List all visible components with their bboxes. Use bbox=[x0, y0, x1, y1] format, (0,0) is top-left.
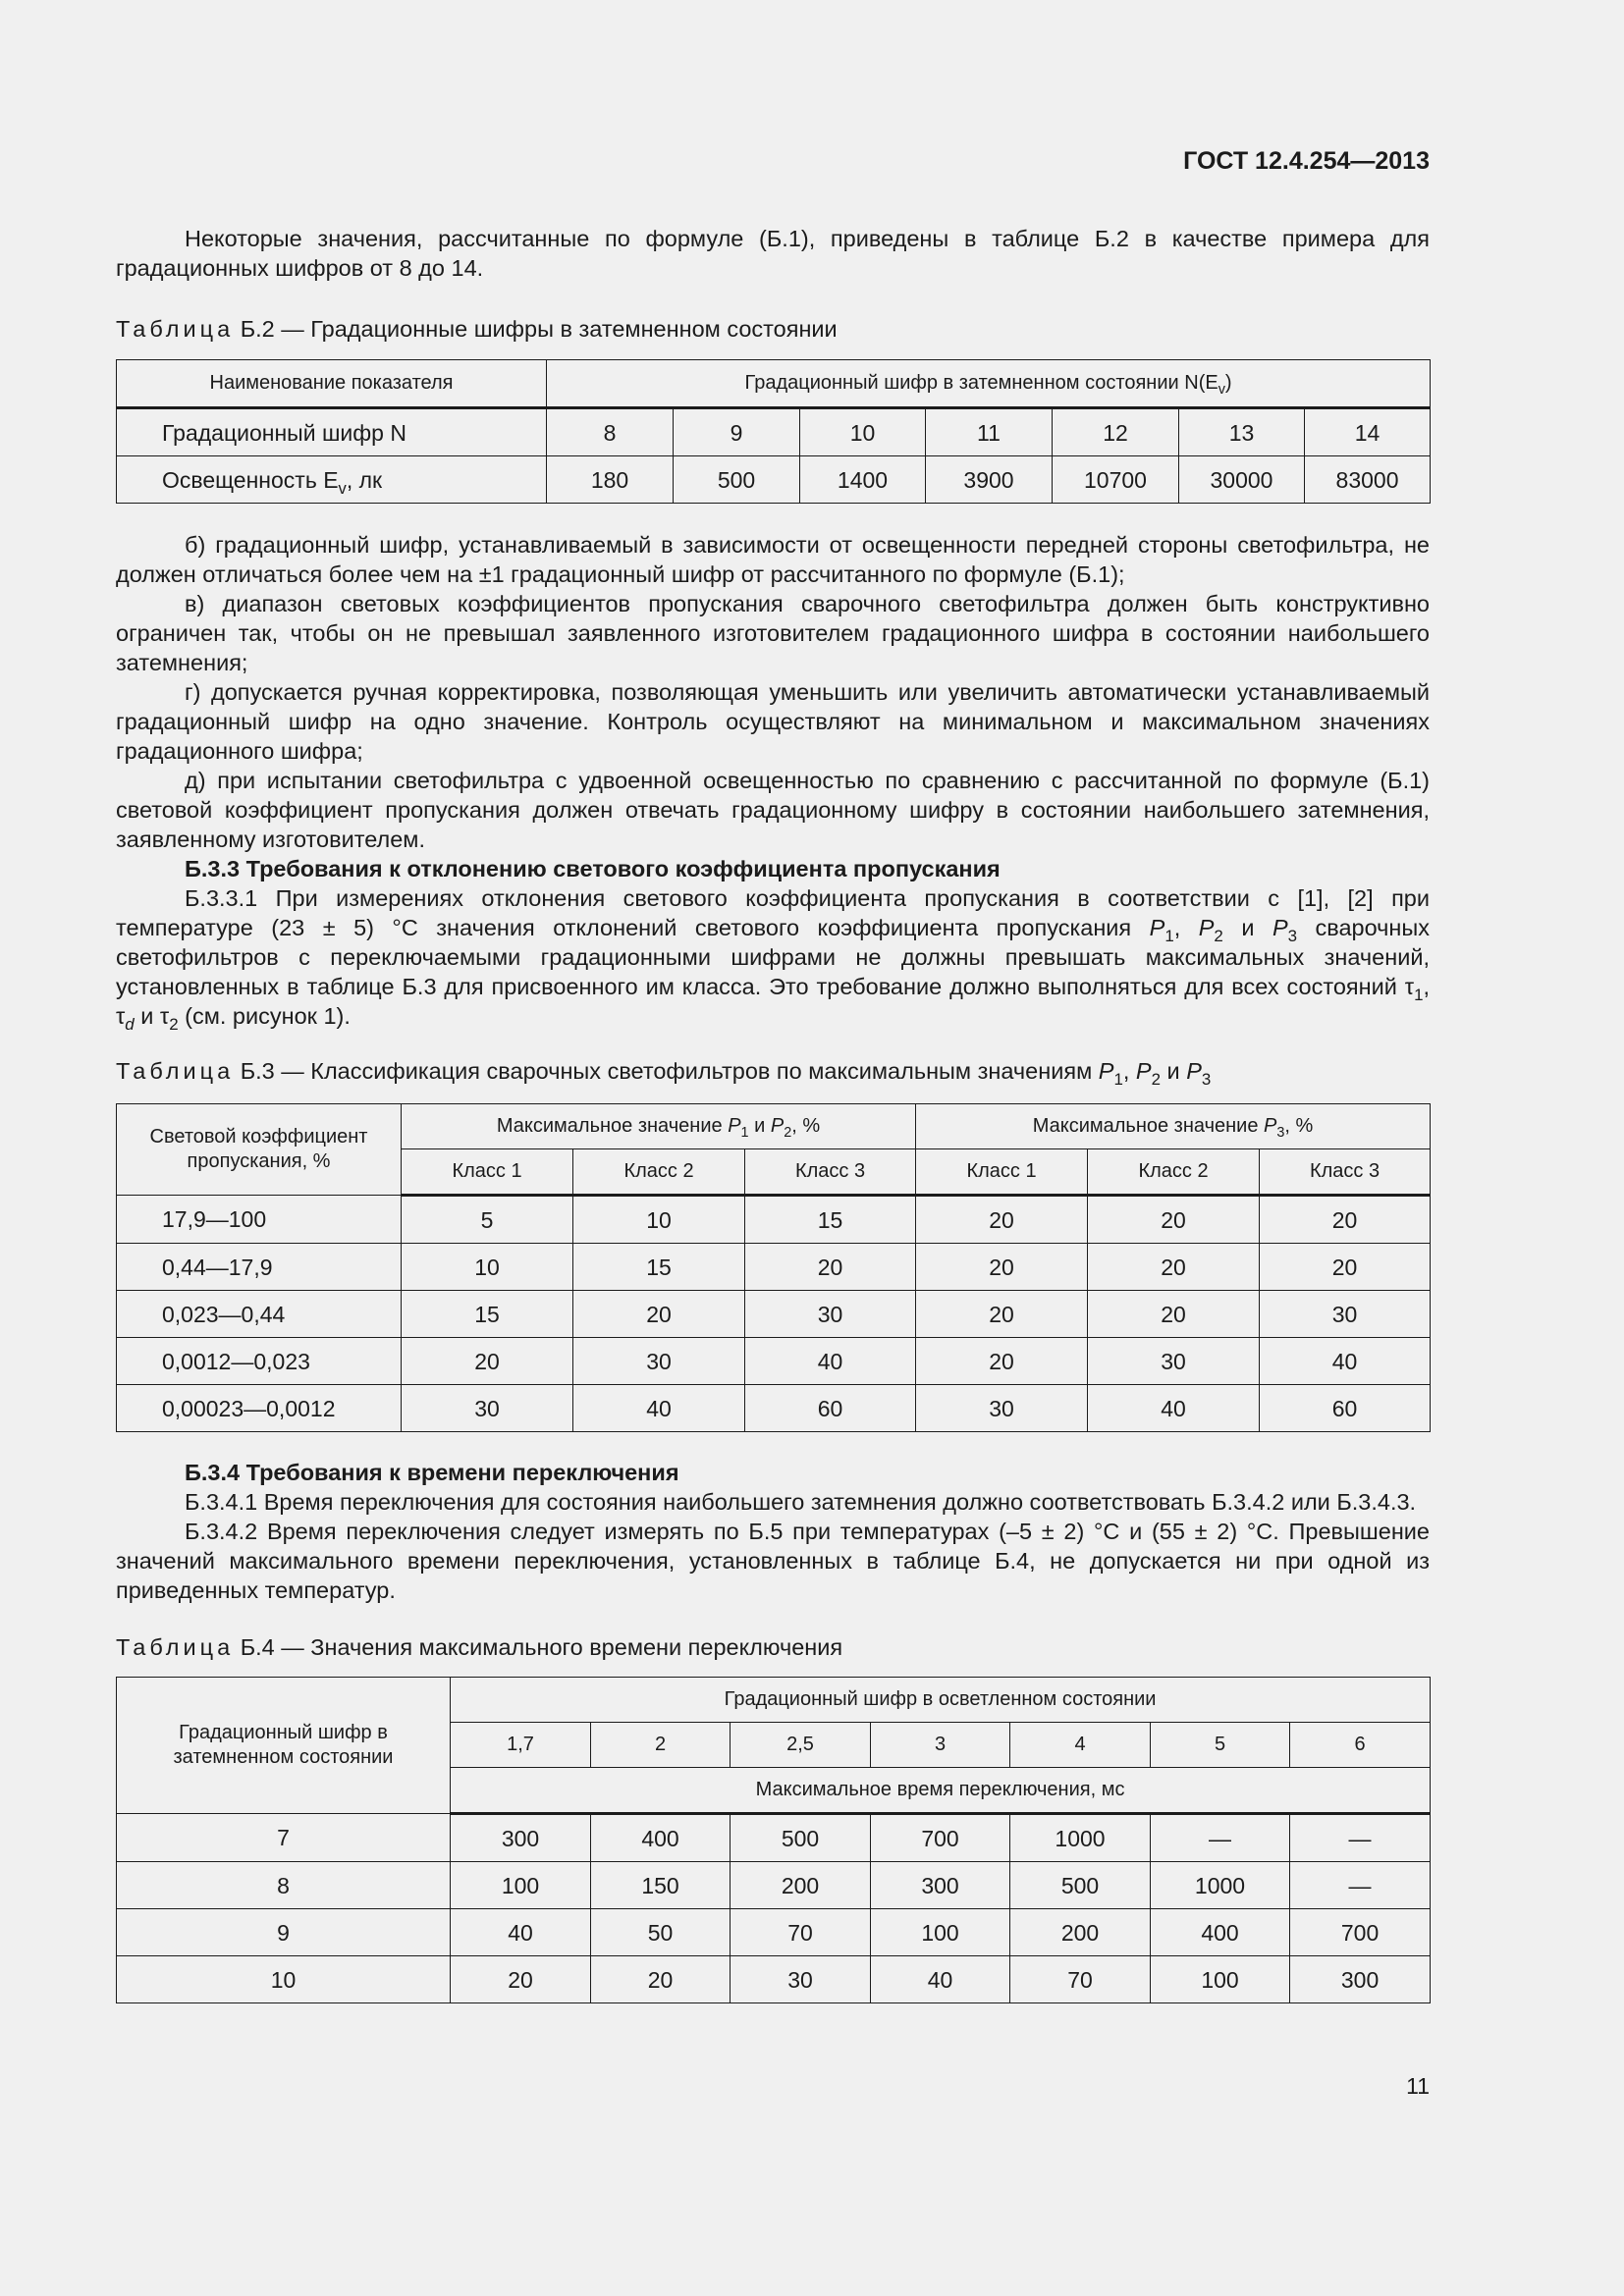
class-header: Класс 1 bbox=[916, 1149, 1088, 1196]
table-label: Таблица bbox=[116, 1634, 235, 1660]
subscript: 2 bbox=[1151, 1069, 1162, 1089]
shade-column-header: 2 bbox=[591, 1723, 731, 1768]
header-text: Максимальное значение bbox=[1032, 1115, 1265, 1137]
section-heading-b34: Б.3.4 Требования к времени переключения bbox=[185, 1460, 679, 1485]
shade-column-header: 6 bbox=[1290, 1723, 1431, 1768]
var-p: P bbox=[1098, 1058, 1114, 1084]
table-row bbox=[117, 1338, 1431, 1385]
table-cell: 15 bbox=[402, 1291, 573, 1338]
table-cell: 1000 bbox=[1151, 1862, 1290, 1909]
label-text: , лк bbox=[346, 466, 383, 493]
table-row bbox=[117, 1909, 1431, 1956]
table-cell: 11 bbox=[926, 408, 1053, 456]
subscript: d bbox=[125, 1014, 135, 1034]
paragraph-v: в) диапазон световых коэффициентов пропускания сварочного светофильтра должен быть конструктивно ограничен так, чтобы он не превышал заявленного изготовителем градационного шифра в состоянии наибольшего затемнения; bbox=[116, 591, 1430, 675]
subscript: 1 bbox=[740, 1125, 749, 1142]
var-p: P bbox=[770, 1115, 785, 1137]
table-cell: 30 bbox=[731, 1956, 871, 2003]
table-cell: 150 bbox=[591, 1862, 731, 1909]
table-cell: 40 bbox=[573, 1385, 745, 1432]
var-tau: τ bbox=[1404, 974, 1415, 999]
class-header: Класс 3 bbox=[745, 1149, 916, 1196]
table-row bbox=[117, 1956, 1431, 2003]
row-label: 0,023—0,44 bbox=[117, 1291, 402, 1338]
row-label: 17,9—100 bbox=[117, 1196, 402, 1244]
subscript: 3 bbox=[1276, 1125, 1285, 1142]
table-cell: 10 bbox=[573, 1196, 745, 1244]
column-header: Наименование показателя bbox=[117, 360, 547, 408]
table-cell: 500 bbox=[1010, 1862, 1151, 1909]
subscript: 2 bbox=[784, 1125, 792, 1142]
table-cell: 1400 bbox=[800, 456, 926, 504]
table-cell: 400 bbox=[1151, 1909, 1290, 1956]
table-cell: — bbox=[1151, 1814, 1290, 1862]
table-cell: 300 bbox=[871, 1862, 1010, 1909]
header-text: Максимальное значение bbox=[496, 1115, 729, 1137]
table-cell: 14 bbox=[1305, 408, 1431, 456]
table-cell: 20 bbox=[916, 1244, 1088, 1291]
column-header: Градационный шифр в затемненном состоянии bbox=[117, 1678, 451, 1814]
table-row bbox=[117, 1244, 1431, 1291]
table-cell: 100 bbox=[451, 1862, 591, 1909]
table-cell: 83000 bbox=[1305, 456, 1431, 504]
table-cell: 20 bbox=[916, 1196, 1088, 1244]
shade-column-header: 3 bbox=[871, 1723, 1010, 1768]
row-label: 0,0012—0,023 bbox=[117, 1338, 402, 1385]
group-header bbox=[916, 1104, 1431, 1149]
table-cell: 20 bbox=[1260, 1244, 1431, 1291]
group-header bbox=[402, 1104, 916, 1149]
table-b3 bbox=[116, 1103, 1431, 1432]
table-cell: 500 bbox=[674, 456, 800, 504]
table-row bbox=[117, 1862, 1431, 1909]
header-text: , % bbox=[1284, 1115, 1314, 1137]
table-cell: 30 bbox=[1260, 1291, 1431, 1338]
table-cell: 20 bbox=[591, 1956, 731, 2003]
table-cell: 40 bbox=[745, 1338, 916, 1385]
subscript: 2 bbox=[169, 1014, 179, 1034]
var-tau: τ bbox=[159, 1003, 170, 1029]
table-cell: 30 bbox=[916, 1385, 1088, 1432]
table-cell: 30 bbox=[573, 1338, 745, 1385]
subscript: 3 bbox=[1201, 1069, 1212, 1089]
text-run: (см. рисунок 1). bbox=[185, 1003, 351, 1029]
header-text: Градационный шифр в затемненном состоянии N(E bbox=[744, 372, 1218, 394]
conjunction: и bbox=[754, 1115, 766, 1137]
section-heading-b33: Б.3.3 Требования к отклонению светового коэффициента пропускания bbox=[185, 856, 1001, 881]
table-cell: 200 bbox=[1010, 1909, 1151, 1956]
table-cell: 700 bbox=[871, 1814, 1010, 1862]
table-row bbox=[117, 1385, 1431, 1432]
text-run: сварочных светофильтров с переключаемыми градационными шифрами не должны превышать максимальных значений, установленных в таблице Б.3 для присвоенного им класса. Это требование должно выполняться для всех состояний bbox=[116, 915, 1431, 999]
row-label: 9 bbox=[117, 1909, 451, 1956]
table-cell: 40 bbox=[1260, 1338, 1431, 1385]
row-label: 8 bbox=[117, 1862, 451, 1909]
conjunction: и bbox=[140, 1003, 154, 1029]
table-b2 bbox=[116, 359, 1431, 504]
class-header: Класс 1 bbox=[402, 1149, 573, 1196]
table-title: Б.4 — Значения максимального времени переключения bbox=[240, 1634, 843, 1660]
table-cell: 70 bbox=[731, 1909, 871, 1956]
subscript: v bbox=[338, 478, 347, 498]
text-run: Б.3.3.1 При измерениях отклонения светового коэффициента пропускания в соответствии с [1], [2] при температуре (23 ± 5) °С значения отклонений светового коэффициента пропускания bbox=[116, 885, 1430, 940]
table-cell: 20 bbox=[916, 1338, 1088, 1385]
table-cell: — bbox=[1290, 1862, 1431, 1909]
table-b3-caption: Таблица Б.3 — Классификация сварочных светофильтров по максимальным значениям $P_1$, $P_2$ и $P_3$ bbox=[116, 1058, 1212, 1089]
table-cell: 20 bbox=[916, 1291, 1088, 1338]
table-title: Б.2 — Градационные шифры в затемненном состоянии bbox=[240, 316, 838, 342]
paragraph-b341: Б.3.4.1 Время переключения для состояния наибольшего затемнения должно соответствовать Б.3.4.2 или Б.3.4.3. bbox=[185, 1489, 1417, 1515]
table-row bbox=[117, 1814, 1431, 1862]
table-cell: 30000 bbox=[1179, 456, 1305, 504]
table-cell: 40 bbox=[1088, 1385, 1260, 1432]
table-cell: 13 bbox=[1179, 408, 1305, 456]
paragraph-d: д) при испытании светофильтра с удвоенной освещенностью по сравнению с рассчитанной по формуле (Б.1) световой коэффициент пропускания должен отвечать градационному шифру в состоянии наибольшего затемнения, заявленному изготовителем. bbox=[116, 768, 1430, 852]
table-cell: 1000 bbox=[1010, 1814, 1151, 1862]
table-cell: 40 bbox=[451, 1909, 591, 1956]
label-text: Освещенность E bbox=[162, 466, 339, 493]
table-cell: 200 bbox=[731, 1862, 871, 1909]
table-b4-caption bbox=[116, 1632, 1430, 1662]
paragraph-b331: Б.3.3.1 При измерениях отклонения светового коэффициента пропускания в соответствии с [1], [2] при температуре (23 ± 5) °С значения отклонений светового коэффициента пропускания $P_1$, $P_2$ и $P_3$ сварочных светофильтров с переключаемыми градационными шифрами не должны превышать максимальных значений, установленных в таблице Б.3 для присвоенного им класса. Это требование должно выполняться для всех состояний $\tau_1$, $\tau_d$ и $\tau_2$ (см. рисунок 1). bbox=[116, 885, 1431, 1034]
page-content bbox=[116, 224, 1430, 2003]
table-title: Б.3 — Классификация сварочных светофильтров по максимальным значениям bbox=[240, 1058, 1099, 1084]
table-cell: 5 bbox=[402, 1196, 573, 1244]
header-text: , % bbox=[791, 1115, 821, 1137]
class-header: Класс 2 bbox=[1088, 1149, 1260, 1196]
subscript: 2 bbox=[1214, 926, 1223, 945]
row-label: 0,44—17,9 bbox=[117, 1244, 402, 1291]
var-p: P bbox=[1198, 915, 1215, 940]
var-p: P bbox=[1264, 1115, 1277, 1137]
row-label: 7 bbox=[117, 1814, 451, 1862]
table-cell: 9 bbox=[674, 408, 800, 456]
table-cell: 20 bbox=[1088, 1244, 1260, 1291]
table-cell: 700 bbox=[1290, 1909, 1431, 1956]
table-cell: 20 bbox=[451, 1956, 591, 2003]
class-header: Класс 3 bbox=[1260, 1149, 1431, 1196]
shade-column-header: 2,5 bbox=[731, 1723, 871, 1768]
table-cell: 180 bbox=[547, 456, 674, 504]
class-header: Класс 2 bbox=[573, 1149, 745, 1196]
table-row bbox=[117, 1291, 1431, 1338]
table-cell: 500 bbox=[731, 1814, 871, 1862]
paragraph-b: б) градационный шифр, устанавливаемый в зависимости от освещенности передней стороны светофильтра, не должен отличаться более чем на ±1 градационный шифр от рассчитанного по формуле (Б.1); bbox=[116, 532, 1430, 587]
table-cell: 300 bbox=[451, 1814, 591, 1862]
units-header: Максимальное время переключения, мс bbox=[451, 1768, 1431, 1814]
table-b2-caption bbox=[116, 314, 1430, 344]
row-label: 0,00023—0,0012 bbox=[117, 1385, 402, 1432]
table-cell: 15 bbox=[745, 1196, 916, 1244]
table-row bbox=[117, 1196, 1431, 1244]
header-text: ) bbox=[1224, 372, 1232, 394]
shade-column-header: 4 bbox=[1010, 1723, 1151, 1768]
table-cell: 20 bbox=[1260, 1196, 1431, 1244]
table-cell: 12 bbox=[1053, 408, 1179, 456]
var-p: P bbox=[1186, 1058, 1202, 1084]
shade-column-header: 1,7 bbox=[451, 1723, 591, 1768]
table-cell: 20 bbox=[402, 1338, 573, 1385]
subscript: v bbox=[1218, 382, 1225, 399]
table-cell: 15 bbox=[573, 1244, 745, 1291]
table-label: Таблица bbox=[116, 1058, 235, 1084]
column-header: Световой коэффициент пропускания, % bbox=[117, 1104, 402, 1196]
table-cell: 50 bbox=[591, 1909, 731, 1956]
subscript: 1 bbox=[1414, 985, 1424, 1004]
table-cell: 400 bbox=[591, 1814, 731, 1862]
row-label: Градационный шифр N bbox=[117, 408, 547, 456]
var-p: P bbox=[1135, 1058, 1152, 1084]
conjunction: и bbox=[1166, 1058, 1180, 1084]
table-cell: 10 bbox=[800, 408, 926, 456]
var-p: P bbox=[1272, 915, 1288, 940]
row-label bbox=[117, 456, 547, 504]
table-cell: 20 bbox=[745, 1244, 916, 1291]
table-cell: 20 bbox=[1088, 1196, 1260, 1244]
table-row bbox=[117, 408, 1431, 456]
table-cell: 30 bbox=[402, 1385, 573, 1432]
paragraph-b342: Б.3.4.2 Время переключения следует измерять по Б.5 при температурах (–5 ± 2) °С и (55 ± 2) °С. Превышение значений максимального времени переключения, установленных в таблице Б.4, не допускается ни при одной из приведенных температур. bbox=[116, 1519, 1430, 1603]
table-cell: 60 bbox=[1260, 1385, 1431, 1432]
var-tau: τ bbox=[116, 1003, 126, 1029]
var-p: P bbox=[1149, 915, 1165, 940]
var-p: P bbox=[728, 1115, 741, 1137]
table-b4 bbox=[116, 1677, 1431, 2003]
table-cell: 30 bbox=[745, 1291, 916, 1338]
group-header bbox=[547, 360, 1431, 408]
table-cell: 100 bbox=[1151, 1956, 1290, 2003]
table-cell: 70 bbox=[1010, 1956, 1151, 2003]
table-cell: 3900 bbox=[926, 456, 1053, 504]
table-cell: 100 bbox=[871, 1909, 1010, 1956]
intro-paragraph: Некоторые значения, рассчитанные по формуле (Б.1), приведены в таблице Б.2 в качестве примера для градационных шифров от 8 до 14. bbox=[116, 226, 1430, 281]
paragraph-g: г) допускается ручная корректировка, позволяющая уменьшить или увеличить автоматически устанавливаемый градационный шифр на одно значение. Контроль осуществляют на минимальном и максимальном значениях градационного шифра; bbox=[116, 679, 1430, 764]
table-cell: 20 bbox=[1088, 1291, 1260, 1338]
table-row bbox=[117, 456, 1431, 504]
table-cell: 30 bbox=[1088, 1338, 1260, 1385]
shade-column-header: 5 bbox=[1151, 1723, 1290, 1768]
subscript: 3 bbox=[1287, 926, 1298, 945]
group-header: Градационный шифр в осветленном состоянии bbox=[451, 1678, 1431, 1723]
row-label: 10 bbox=[117, 1956, 451, 2003]
table-cell: — bbox=[1290, 1814, 1431, 1862]
table-cell: 8 bbox=[547, 408, 674, 456]
table-cell: 20 bbox=[573, 1291, 745, 1338]
table-cell: 300 bbox=[1290, 1956, 1431, 2003]
subscript: 1 bbox=[1113, 1069, 1123, 1089]
page-number: 11 bbox=[1406, 2073, 1430, 2099]
table-cell: 60 bbox=[745, 1385, 916, 1432]
table-cell: 40 bbox=[871, 1956, 1010, 2003]
table-cell: 10 bbox=[402, 1244, 573, 1291]
document-code: ГОСТ 12.4.254—2013 bbox=[1183, 147, 1430, 175]
table-cell: 10700 bbox=[1053, 456, 1179, 504]
subscript: 1 bbox=[1164, 926, 1174, 945]
table-label: Таблица bbox=[116, 316, 235, 342]
conjunction: и bbox=[1241, 915, 1255, 940]
